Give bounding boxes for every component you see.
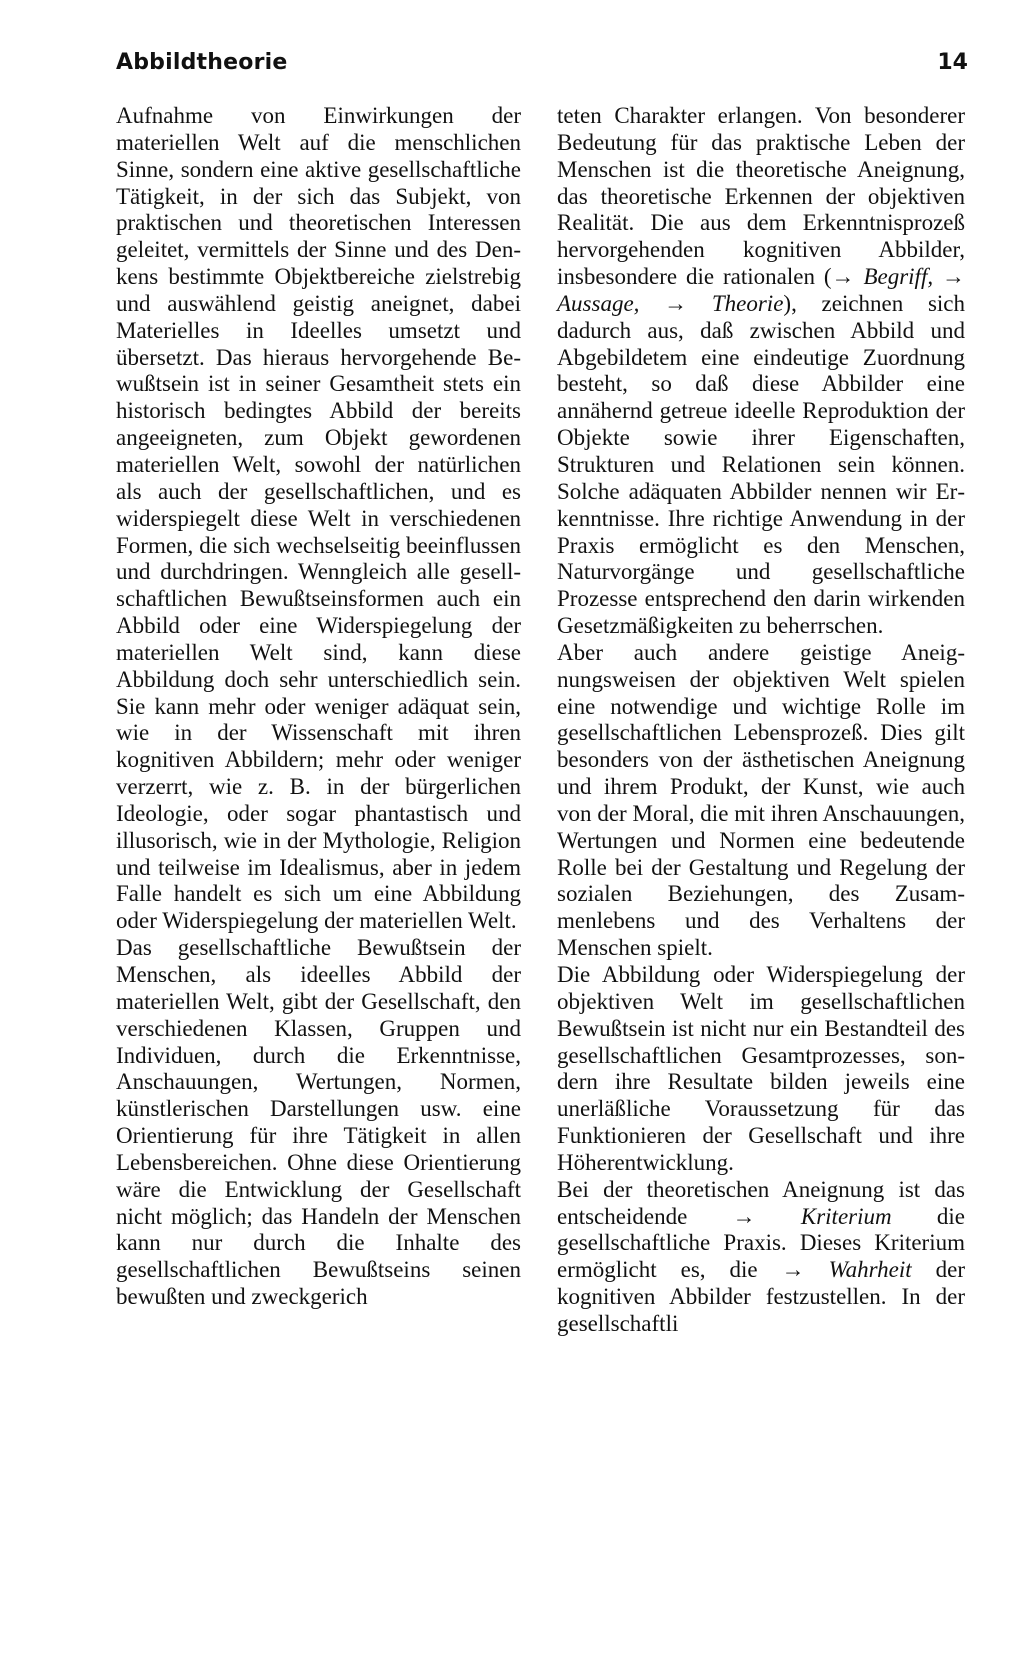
arrow-icon: → — [781, 1257, 805, 1283]
paragraph-text: der kognitiven Abbilder festzustellen. In der gesellschaftli — [557, 1257, 966, 1336]
paragraph-text: teten Charakter erlangen. Von besonderer Bedeutung für das praktische Leben der Menschen ist die theoretische Aneignung, das theoretische Erkennen der objektiven Realität. Die aus dem Erkenntnisprozeß hervorgehenden kognitiven Abbilder, insbesondere die rationalen ( — [557, 103, 965, 290]
cross-reference-begriff[interactable]: Begriff, — [863, 264, 934, 290]
paragraph: Aufnahme von Einwirkungen der materiellen Welt auf die menschlichen Sinne, sondern eine aktive gesellschaftliche Tätigkeit, in der sich das Subjekt, von praktischen und theoretischen Interessen geleitet, vermittels der Sinne und des Denkens bestimmte Objektbereiche zielstrebig und auswählend geistig aneignet, dabei Materielles in Ideelles umsetzt und übersetzt. Das hieraus hervorgehende Bewußtsein ist in seiner Gesamtheit stets ein historisch bedingtes Abbild der bereits angeeigneten, zum Objekt gewordenen materiellen Welt, sowohl der natürlichen als auch der gesellschaftlichen, und es widerspiegelt diese Welt in verschiedenen Formen, die sich wechselseitig beeinflussen und durchdringen. Wenngleich alle gesellschaftlichen Bewußtseinsformen auch ein Abbild oder eine Widerspiegelung der materiellen Welt sind, kann diese Abbildung doch sehr unterschiedlich sein. Sie kann mehr oder weniger adäquat sein, wie in der Wissenschaft mit ihren kognitiven Abbildern; mehr oder weniger verzerrt, wie z. B. in der bürgerlichen Ideologie, oder sogar phantastisch und illusorisch, wie in der Mythologie, Religion und teilweise im Idealismus, aber in jedem Falle handelt es sich um eine Abbildung oder Widerspiegelung der materiellen Welt. — [116, 103, 521, 934]
paragraph-text: die gesellschaftliche Praxis. Dieses Kriterium ermöglicht es, die — [557, 1203, 966, 1283]
running-head-title: Abbildtheorie — [116, 50, 288, 75]
page-header — [116, 50, 968, 86]
paragraph: Die Abbildung oder Widerspiegelung der objektiven Welt im gesellschaftlichen Bewußtsein ist nicht nur ein Bestandteil des gesellschaftlichen Gesamtprozesses, sondern ihre Resultate bilden jeweils eine unerläßliche Voraussetzung für das Funktionieren der Gesellschaft und ihre Höherentwicklung. — [557, 962, 965, 1175]
page-number: 14 — [937, 50, 968, 75]
paragraph-text: ), zeichnen sich dadurch aus, daß zwischen Abbild und Abgebildetem eine eindeutige Zuordnung besteht, so daß diese Abbilder eine annähernd getreue ideelle Reproduktion der Objekte sowie ihrer Eigenschaften, Strukturen und Relationen sein können. Solche adäquaten Abbilder nennen wir Erkenntnisse. Ihre richtige Anwendung in der Praxis ermöglicht es den Menschen, Naturvorgänge und gesellschaftliche Prozesse entsprechend den darin wirkenden Gesetzmäßigkeiten zu beherrschen. — [557, 290, 966, 639]
cross-reference-kriterium[interactable]: Kriterium — [800, 1203, 892, 1229]
right-column — [557, 103, 965, 1338]
arrow-icon: → — [831, 264, 855, 290]
left-column — [116, 103, 521, 1311]
cross-reference-aussage[interactable]: Aussage, — [557, 290, 640, 316]
cross-reference-wahrheit[interactable]: Wahrheit — [828, 1257, 912, 1283]
paragraph: Aber auch andere geistige Aneignungsweisen der objektiven Welt spielen eine notwendige und wichtige Rolle im gesellschaftlichen Lebensprozeß. Dies gilt besonders von der ästhetischen Aneignung und ihrem Produkt, der Kunst, wie auch von der Moral, die mit ihren Anschauungen, Wertungen und Normen eine bedeutende Rolle bei der Gestaltung und Regelung der sozialen Beziehungen, des Zusammenlebens und des Verhaltens der Menschen spielt. — [557, 639, 965, 961]
cross-reference-theorie[interactable]: Theorie — [711, 290, 784, 316]
paragraph — [557, 103, 965, 640]
paragraph — [557, 1177, 965, 1338]
arrow-icon: → — [942, 264, 966, 290]
paragraph: Das gesellschaftliche Bewußtsein der Menschen, als ideelles Abbild der materiellen Welt, gibt der Gesellschaft, den verschiedenen Klassen, Gruppen und Individuen, durch die Erkenntnisse, Anschauungen, Wertungen, Normen, künstlerischen Darstellungen usw. eine Orientierung für ihre Tätigkeit in allen Lebensbereichen. Ohne diese Orientierung wäre die Entwicklung der Gesellschaft nicht möglich; das Handeln der Menschen kann nur durch die Inhalte des gesellschaftlichen Bewußtseins seinen bewußten und zweckgerich — [116, 935, 521, 1310]
arrow-icon: → — [664, 290, 688, 316]
arrow-icon: → — [732, 1203, 756, 1229]
paragraph-text: Bei der theoretischen Aneignung ist das entscheidende — [557, 1176, 965, 1229]
